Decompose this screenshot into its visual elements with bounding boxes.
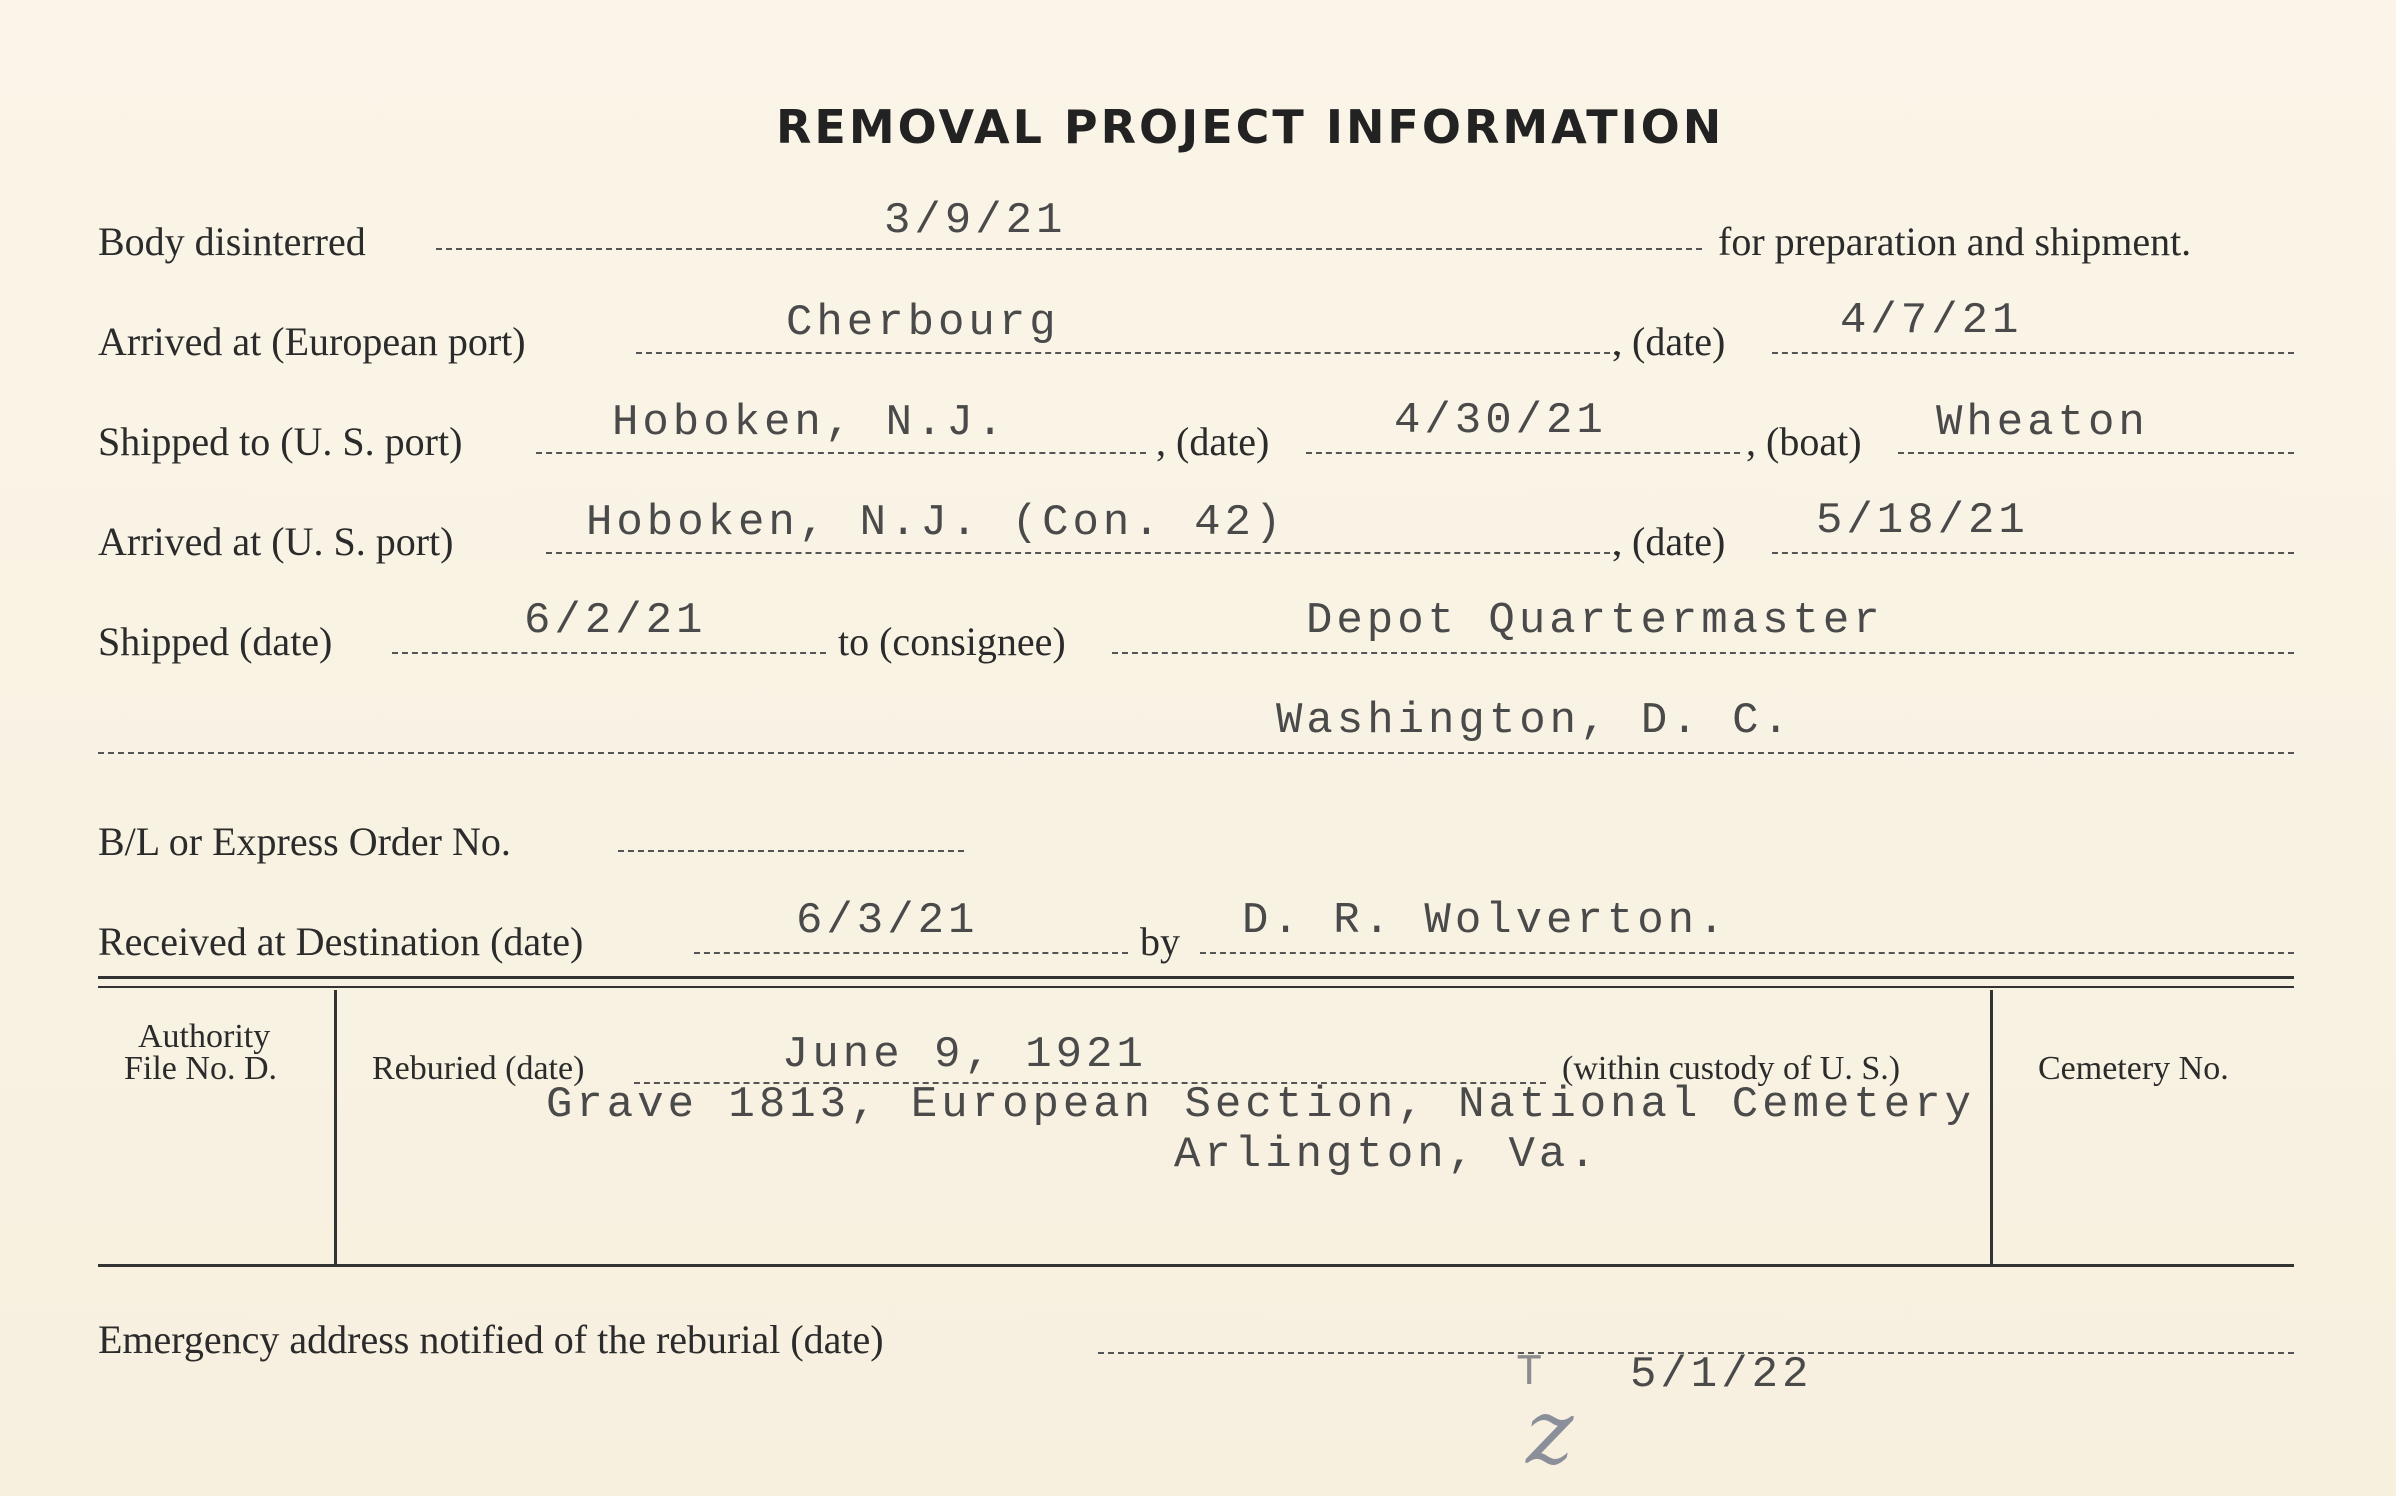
shipped-us-line	[536, 452, 1146, 454]
disinterred-date: 3/9/21	[884, 196, 1067, 246]
bl-line	[618, 850, 964, 852]
arrived-us-date-line	[1772, 552, 2294, 554]
received-date: 6/3/21	[796, 896, 979, 946]
grave-location-1: Grave 1813, European Section, National Cemetery	[546, 1080, 1976, 1130]
shipped-us-label: Shipped to (U. S. port)	[98, 419, 463, 464]
custody-label: (within custody of U. S.)	[1562, 1050, 1901, 1087]
shipped-us-date: 4/30/21	[1394, 396, 1607, 446]
disinterred-suffix: for preparation and shipment.	[1718, 219, 2192, 264]
emergency-stamp-letter: T	[1516, 1348, 1547, 1398]
box-top-rule-2	[98, 986, 2294, 988]
boat-name: Wheaton	[1936, 398, 2149, 448]
bl-label: B/L or Express Order No.	[98, 819, 511, 864]
consignee-line	[1112, 652, 2294, 654]
arrived-us-date-label: , (date)	[1612, 519, 1726, 564]
shipped-us-date-label: , (date)	[1156, 419, 1270, 464]
emergency-date: 5/1/22	[1630, 1350, 1813, 1400]
received-by-label: by	[1140, 919, 1180, 964]
received-label: Received at Destination (date)	[98, 919, 584, 964]
box-divider-left	[334, 990, 337, 1264]
boat-label: , (boat)	[1746, 419, 1862, 464]
boat-line	[1898, 452, 2294, 454]
consignee-name: Depot Quartermaster	[1306, 596, 1884, 646]
grave-location-2: Arlington, Va.	[1174, 1130, 1600, 1180]
arrived-us-date: 5/18/21	[1816, 496, 2029, 546]
arrived-us-label: Arrived at (U. S. port)	[98, 519, 454, 564]
arrived-eu-port: Cherbourg	[786, 298, 1060, 348]
consignee-city: Washington, D. C.	[1276, 696, 1793, 746]
reburied-label: Reburied (date)	[372, 1050, 585, 1087]
authority-label-1: Authority	[138, 1018, 271, 1055]
arrived-eu-date-line	[1772, 352, 2294, 354]
reburied-date: June 9, 1921	[782, 1030, 1147, 1080]
received-by-line	[1200, 952, 2294, 954]
arrived-eu-date: 4/7/21	[1840, 296, 2023, 346]
disinterred-line	[436, 248, 1702, 250]
arrived-us-line	[546, 552, 1620, 554]
arrived-eu-label: Arrived at (European port)	[98, 319, 526, 364]
shipped-date-label: Shipped (date)	[98, 619, 333, 664]
consignee-line-2	[98, 752, 2294, 754]
body-disinterred-label: Body disinterred	[98, 219, 366, 264]
received-date-line	[694, 952, 1128, 954]
shipped-us-date-line	[1306, 452, 1740, 454]
box-bottom-rule	[98, 1264, 2294, 1267]
received-by: D. R. Wolverton.	[1242, 896, 1729, 946]
cemetery-no-label: Cemetery No.	[2038, 1050, 2229, 1087]
handwritten-initials: z	[1526, 1380, 1574, 1485]
card-title: REMOVAL PROJECT INFORMATION	[776, 100, 1725, 154]
arrived-eu-line	[636, 352, 1620, 354]
box-top-rule-1	[98, 976, 2294, 979]
emergency-label: Emergency address notified of the reburial (date)	[98, 1317, 884, 1362]
shipped-date: 6/2/21	[524, 596, 707, 646]
arrived-us-port: Hoboken, N.J. (Con. 42)	[586, 498, 1286, 548]
arrived-eu-date-label: , (date)	[1612, 319, 1726, 364]
consignee-label: to (consignee)	[838, 619, 1066, 664]
shipped-us-port: Hoboken, N.J.	[612, 398, 1008, 448]
box-divider-right	[1990, 990, 1993, 1264]
shipped-date-line	[392, 652, 826, 654]
authority-label-2: File No. D.	[124, 1050, 277, 1087]
